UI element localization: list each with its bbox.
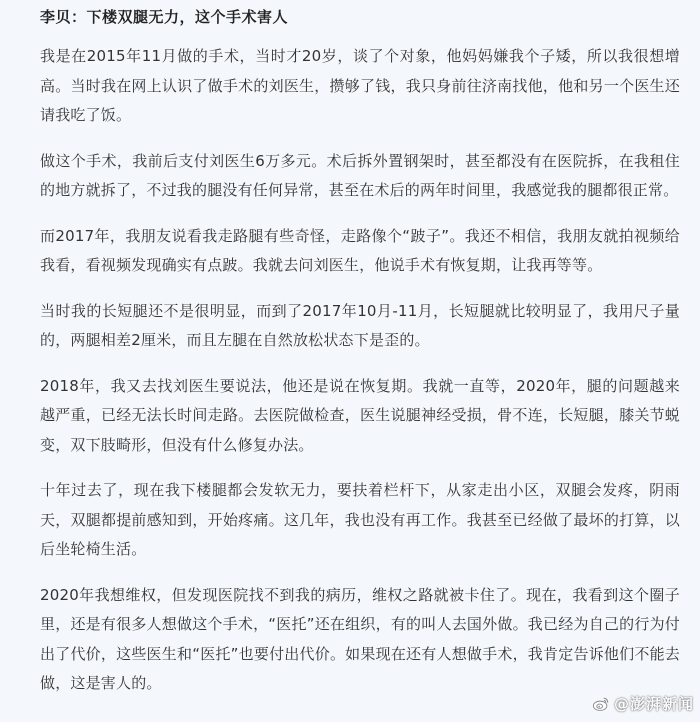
article-heading: 李贝：下楼双腿无力，这个手术害人 bbox=[40, 8, 289, 26]
watermark-text: @澎湃新闻 bbox=[613, 695, 694, 713]
paragraph-3: 而2017年，我朋友说看我走路腿有些奇怪，走路像个“跛子”。我还不相信，我朋友就拍视频给我看，看视频发现确实有点跛。我就去问刘医生，他说手术有恢复期，让我再等等。 bbox=[40, 226, 680, 274]
weibo-logo-icon bbox=[592, 695, 610, 713]
paragraph-6: 十年过去了，现在我下楼腿都会发软无力，要扶着栏杆下，从家走出小区，双腿会发疼，阴雨天，双腿都提前感知到，开始疼痛。这几年，我也没有再工作。我甚至已经做了最坏的打算，以后坐轮椅生活。 bbox=[40, 481, 680, 558]
paragraph-4: 当时我的长短腿还不是很明显，而到了2017年10月-11月，长短腿就比较明显了，我用尺子量的，两腿相差2厘米，而且左腿在自然放松状态下是歪的。 bbox=[40, 301, 680, 349]
paragraph-2: 做这个手术，我前后支付刘医生6万多元。术后拆外置钢架时，甚至都没有在医院拆，在我租住的地方就拆了，不过我的腿没有任何异常，甚至在术后的两年时间里，我感觉我的腿都很正常。 bbox=[40, 151, 680, 199]
paragraph-5: 2018年，我又去找刘医生要说法，他还是说在恢复期。我就一直等，2020年，腿的问题越来越严重，已经无法长时间走路。去医院做检查，医生说腿神经受损，骨不连，长短腿，膝关节蜕变，双下肢畸形，但没有什么修复办法。 bbox=[40, 376, 680, 454]
paragraph-7: 2020年我想维权，但发现医院找不到我的病历，维权之路就被卡住了。现在，我看到这个圈子里，还是有很多人想做这个手术，“医托”还在组织，有的叫人去国外做。我已经为自己的行为付出了代价，这些医生和“医托”也要付出代价。如果现在还有人想做手术，我肯定告诉他们不能去做，这是害人的。 bbox=[40, 585, 680, 692]
watermark bbox=[592, 693, 694, 714]
paragraph-1: 我是在2015年11月做的手术，当时才20岁，谈了个对象，他妈妈嫌我个子矮，所以我很想增高。当时我在网上认识了做手术的刘医生，攒够了钱，我只身前往济南找他，他和另一个医生还请我吃了饭。 bbox=[40, 47, 680, 124]
